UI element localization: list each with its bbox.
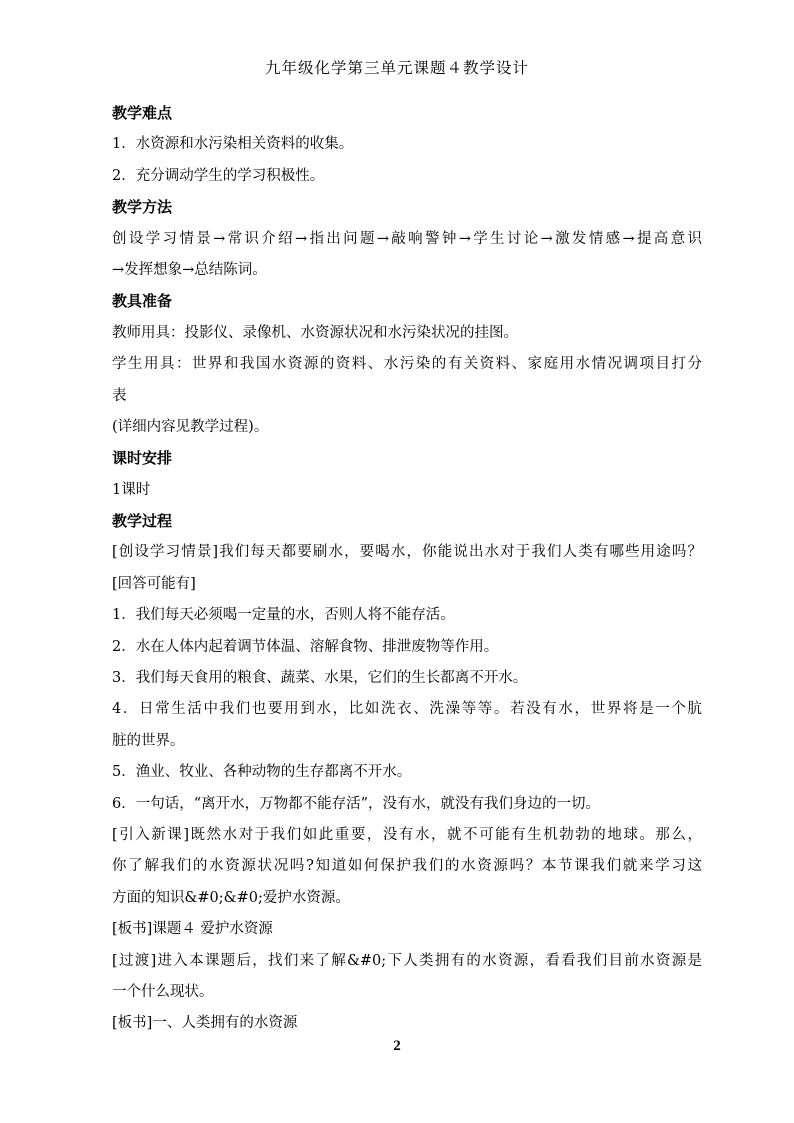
text-line: 2．水在人体内起着调节体温、溶解食物、排泄废物等作用。: [112, 638, 499, 655]
text-line: 一个什么现状。: [112, 983, 214, 1000]
text-line: 4．日常生活中我们也要用到水，比如洗衣、洗澡等等。若没有水，世界将是一个肮: [112, 701, 702, 718]
text-line: 方面的知识&#0;&#0;爱护水资源。: [112, 889, 350, 906]
section-heading: 课时安排: [112, 449, 173, 468]
text-line: [创设学习情景]我们每天都要刷水，要喝水，你能说出水对于我们人类有哪些用途吗？: [112, 544, 702, 561]
text-line: 1．水资源和水污染相关资料的收集。: [112, 136, 354, 153]
text-line: 表: [112, 387, 127, 404]
section-heading: 教学难点: [112, 104, 173, 122]
text-line: 你了解我们的水资源状况吗?知道如何保护我们的水资源吗？本节课我们就来学习这: [112, 858, 702, 875]
text-line: [板书]一、人类拥有的水资源: [112, 1015, 298, 1032]
text-line: 教师用具：投影仪、录像机、水资源状况和水污染状况的挂图。: [112, 324, 518, 341]
section-heading: 教学过程: [112, 512, 173, 531]
text-line: 5．渔业、牧业、各种动物的生存都离不开水。: [112, 764, 412, 781]
text-line: 1．我们每天必须喝一定量的水，否则人将不能存活。: [112, 607, 455, 624]
text-line: 创设学习情景→常识介绍→指出问题→敲响警钟→学生讨论→激发情感→提高意识: [112, 230, 702, 247]
text-line: 3．我们每天食用的粮食、蔬菜、水果，它们的生长都离不开水。: [112, 670, 528, 687]
text-line: [回答可能有]: [112, 575, 196, 592]
page-number: 2: [393, 1038, 401, 1054]
text-line: →发挥想象→总结陈词。: [112, 261, 267, 278]
document-body: [112, 98, 702, 1040]
page-header-title: 九年级化学第三单元课题４教学设计: [264, 59, 529, 77]
text-line: [过渡]进入本课题后，找们来了解&#0;下人类拥有的水资源，看看我们目前水资源是: [112, 952, 702, 969]
text-line: 6．一句话，“离开水，万物都不能存活”，没有水，就没有我们身边的一切。: [112, 795, 601, 812]
text-line: 2．充分调动学生的学习积极性。: [112, 167, 325, 184]
text-line: [引入新课]既然水对于我们如此重要，没有水，就不可能有生机勃勃的地球。那么，: [112, 826, 702, 843]
text-line: 学生用具：世界和我国水资源的资料、水污染的有关资料、家庭用水情况调项目打分: [112, 356, 702, 373]
text-line: 1课时: [112, 481, 151, 498]
text-line: [板书]课题４ 爱护水资源: [112, 921, 273, 938]
section-heading: 教具准备: [112, 292, 173, 311]
section-heading: 教学方法: [112, 198, 173, 217]
text-line: (详细内容见教学过程)。: [112, 418, 269, 435]
text-line: 脏的世界。: [112, 732, 185, 749]
